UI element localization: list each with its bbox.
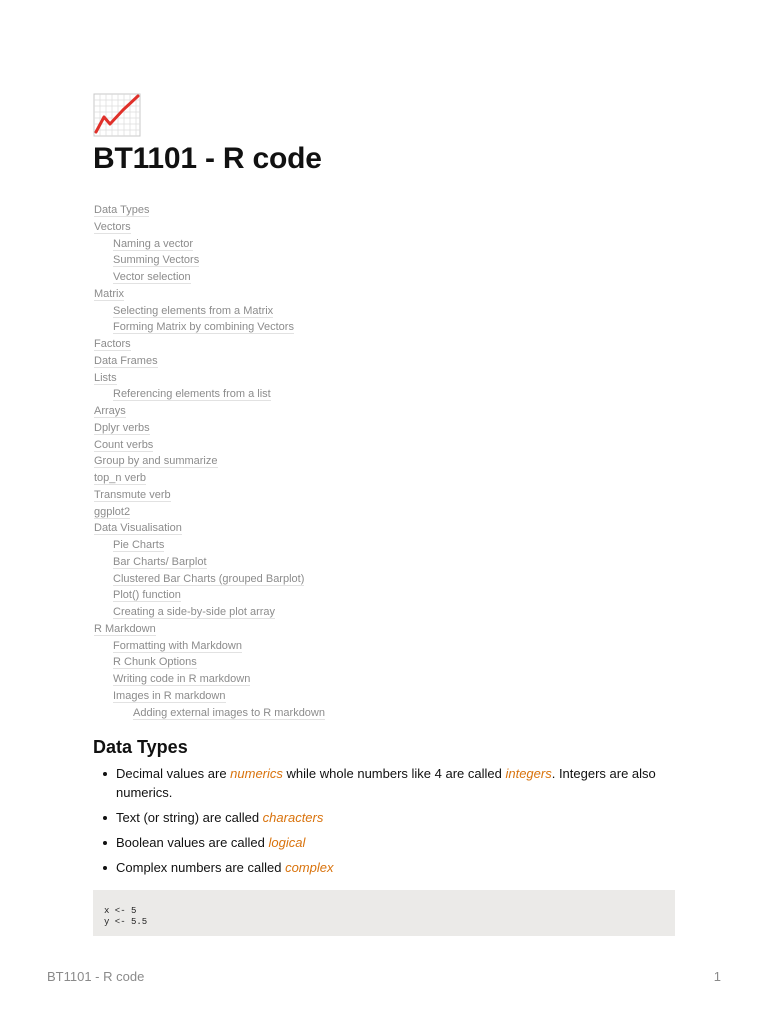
- table-of-contents: [94, 202, 414, 721]
- toc-link-label: Vector selection: [113, 271, 191, 283]
- toc-link-label: Creating a side-by-side plot array: [113, 606, 276, 618]
- toc-link-label: Data Types: [94, 204, 150, 216]
- toc-link-label: Data Visualisation: [94, 522, 182, 535]
- list-item: [93, 764, 673, 802]
- toc-link-label: Formatting with Markdown: [113, 639, 242, 652]
- toc-link-label: Clustered Bar Charts (grouped Barplot): [113, 572, 305, 585]
- toc-link-label: Vectors: [94, 220, 131, 233]
- toc-link[interactable]: [94, 504, 414, 521]
- toc-link-label: Factors: [94, 338, 131, 350]
- toc-link-label: Pie Charts: [113, 539, 165, 551]
- toc-link[interactable]: [94, 336, 414, 353]
- toc-link[interactable]: [94, 269, 414, 286]
- toc-link[interactable]: [94, 437, 414, 454]
- toc-link[interactable]: [94, 587, 414, 604]
- list-item: [93, 833, 673, 852]
- bullet-text: while whole numbers like 4 are called: [282, 766, 506, 781]
- page-title: BT1101 - R code: [93, 142, 322, 175]
- toc-link[interactable]: [94, 520, 414, 537]
- code-block: [93, 890, 675, 936]
- bullet-text: Complex numbers are called: [116, 860, 286, 875]
- page-number: 1: [713, 969, 721, 984]
- list-item: [93, 808, 673, 827]
- footer-title: BT1101 - R code: [47, 969, 145, 984]
- toc-link-label: Selecting elements from a Matrix: [113, 304, 274, 317]
- toc-link-label: ggplot2: [94, 505, 131, 518]
- toc-link[interactable]: [94, 554, 414, 571]
- highlighted-term: characters: [262, 810, 324, 825]
- toc-link[interactable]: [94, 286, 414, 303]
- toc-link-label: Forming Matrix by combining Vectors: [113, 321, 294, 334]
- toc-link[interactable]: [94, 453, 414, 470]
- toc-link-label: top_n verb: [94, 472, 146, 484]
- toc-link[interactable]: [94, 403, 414, 420]
- highlighted-term: logical: [268, 835, 306, 850]
- toc-link[interactable]: [94, 638, 414, 655]
- toc-link[interactable]: [94, 571, 414, 588]
- toc-link[interactable]: [94, 236, 414, 253]
- toc-link-label: Data Frames: [94, 354, 158, 367]
- toc-link-label: Lists: [94, 371, 117, 384]
- toc-link[interactable]: [94, 202, 414, 219]
- toc-link[interactable]: [94, 621, 414, 638]
- toc-link[interactable]: [94, 319, 414, 336]
- bullet-list: [93, 764, 673, 883]
- toc-link[interactable]: [94, 604, 414, 621]
- toc-link[interactable]: [94, 303, 414, 320]
- toc-link[interactable]: [94, 219, 414, 236]
- section-heading: Data Types: [93, 737, 188, 757]
- toc-link[interactable]: [94, 671, 414, 688]
- highlighted-term: complex: [285, 860, 334, 875]
- bullet-text: Decimal values are: [116, 766, 231, 781]
- chart-increasing-icon: [93, 93, 141, 137]
- toc-link-label: Count verbs: [94, 438, 154, 451]
- toc-link-label: Arrays: [94, 405, 126, 417]
- toc-link-label: Images in R markdown: [113, 689, 226, 702]
- code-text: x <- 5 y <- 5.5: [104, 906, 148, 927]
- list-item: [93, 858, 673, 877]
- toc-link-label: Bar Charts/ Barplot: [113, 555, 207, 568]
- toc-link[interactable]: [94, 470, 414, 487]
- toc-link[interactable]: [94, 487, 414, 504]
- toc-link-label: R Markdown: [94, 622, 156, 635]
- toc-link[interactable]: [94, 705, 414, 722]
- highlighted-term: numerics: [230, 766, 283, 781]
- toc-link-label: Referencing elements from a list: [113, 388, 271, 401]
- bullet-text: Boolean values are called: [116, 835, 269, 850]
- toc-link-label: R Chunk Options: [113, 656, 197, 669]
- toc-link-label: Adding external images to R markdown: [133, 706, 325, 719]
- toc-link[interactable]: [94, 537, 414, 554]
- toc-link-label: Naming a vector: [113, 237, 194, 250]
- toc-link[interactable]: [94, 353, 414, 370]
- toc-link-label: Dplyr verbs: [94, 421, 150, 434]
- toc-link-label: Writing code in R markdown: [113, 673, 251, 685]
- bullet-text: Text (or string) are called: [116, 810, 263, 825]
- bullet-text: . Integers are also numerics.: [116, 766, 656, 800]
- toc-link[interactable]: [94, 688, 414, 705]
- toc-link-label: Summing Vectors: [113, 254, 200, 267]
- toc-link-label: Matrix: [94, 287, 124, 300]
- toc-link-label: Group by and summarize: [94, 455, 218, 468]
- toc-link-label: Transmute verb: [94, 488, 171, 501]
- toc-link[interactable]: [94, 420, 414, 437]
- toc-link[interactable]: [94, 252, 414, 269]
- toc-link[interactable]: [94, 654, 414, 671]
- toc-link[interactable]: [94, 370, 414, 387]
- highlighted-term: integers: [505, 766, 552, 781]
- toc-link[interactable]: [94, 386, 414, 403]
- toc-link-label: Plot() function: [113, 589, 181, 602]
